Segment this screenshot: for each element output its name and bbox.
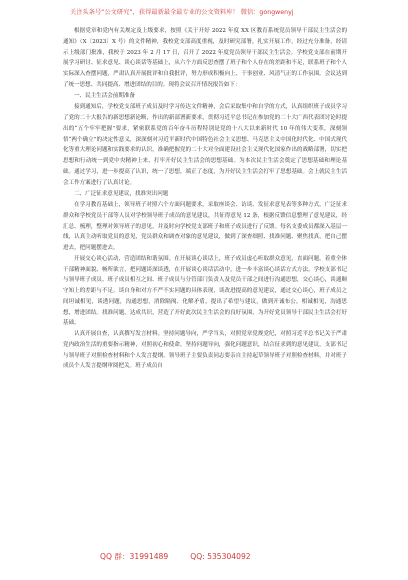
top-promo-banner: 关注头条号“公文研究”，获得最新最全最专业的公文资料库！ 微信：gongwenyj (70, 9, 294, 16)
footer-contact (100, 551, 310, 563)
document-body (63, 26, 347, 540)
qq-group-label: QQ 群：31991489 (100, 552, 169, 561)
section-heading-preparation: 一、民主生活会前期准备 (74, 93, 136, 99)
feedback-paragraph: 在学习教育基础上，领导班子对照六个方面问题要求，采取座谈会、访谈、发征求意见表等多种方式，广泛征求群众和学校党员干部等人员对学校领导班子成员的意见建议，共征得意见 12 条，根据反馈信息整理了意见建议，经汇总、梳理，整理对领导班子的意见，并及时向学校党支部班子和班子成员进行了反馈。每名支委成员都深入基层一线，认真主动听取党员的意见，党员群众和调查对象的意见建议，做到了深查细照、找准问题、聚焦找真，把自己摆进去，把问题摆进去。 (63, 202, 347, 251)
section-heading-feedback: 二、广泛征求意见建议，找准突出问题 (74, 190, 169, 197)
intro-paragraph: 根据党章和党内有关规定及上级要求，按照《关于开好 2022 年度 XX 区教育系统党员领导干部民主生活会的通知》（X〔2023〕X 号）的文件精神，我校党支部高度重视，及时研究部署，扎实开展工作，经过充分准备，经请示上级部门批准，我校于 2023 年 2 月 17 日，召开了 2022 年度党员领导干部民主生活会。学校党支部在前期开展学习研讨、征求意见、谈心谈话等基础上，从六个方面反思查摆了班子和个人存在的差距和不足，联系班子和个人实际深入查摆问题，严肃认真开展批评和自我批评，努力形成积极向上、干事创业、风清气正的工作氛围。会议达到了统一思想、共同提高、增进团结的目的。现将会议召开情况报告如下： (63, 28, 347, 88)
self-check-paragraph: 认真开展自查，认真撰写发言材料。坚持问题导向，严学当头，对照党章党规党纪，对照习近平总书记关于严肃党内政治生活的重要指示精神，对照初心和使命，坚持问题导向，强化问题意识，结合征求到的意见建议，支部书记与领导班子对照检查材料和个人发言提纲。领导班子主要负责同志要亲自主持起草领导班子对照检查材料，并对班子成员个人发言提纲审阅把关。班子成员自 (63, 331, 347, 370)
preparation-paragraph: 接到通知后，学校党支部班子成员及时学习传达文件精神，会后采取集中和自学的方式，认真组织班子成员学习了党的二十大报告的新思想新论断，作出的新部署新要求，贯彻习近平总书记在参加党的二十大广西代表团讨论时提出的“五个牢牢把握”要求，紧密联系党的百年奋斗历程特别是党的十八大以来新时代 10 年的伟大变革，深刻领悟“两个确立”的决定性意义，深深刻对习近平新时代中国特色社会主义思想、马克思主义中国化时代化、中国式现代化等重大理论问题和实践要求的认识，准确把握党的二十大对全面建设社会主义现代化国家作出的战略部署，切实把思想和行动统一到党中央精神上来，打牢开好民主生活会的思想基础。为本次民主生活会奠定了思想基础和理论基础。通过学习，进一步提高了认识，统一了思想，端正了态度，为开好民主生活会打牢了思想基础。会上就民主生活会工作方案进行了认真讨论。 (63, 104, 347, 186)
qq-number-label: QQ: 535304092 (190, 552, 251, 561)
heart-talk-paragraph: 开展交心谈心活动，营造团结和谐氛围。在开展谈心谈话上，班子成员虚心听取群众意见，直面问题，着重全体干部精神面貌、畅所欲言，把问题谈深谈透，在开展谈心谈话活动中，进一步丰富谈心谈话方式方法。学校支部书记与领导班子成员、班子成员相互之间、班子成员与分管部门负责人及党员干部之间进行沟通思想，交心谈心，谈通顺守知上的差距与不足。谈自身和对方不严不实问题的具体表现，谈改进提高的意见建议，通过交心谈心，班子成员之间坦诚相见，谈透问题，沟通思想，消除隔阂、化解矛盾，提出了希望与建议，做到开诚布公，相诚相见，沟通思想，增进团结。找准问题，达成共识，营造了开好此次民主生活会的良好氛围，为开好党员领导干部民主生活会打好基础。 (63, 255, 347, 327)
